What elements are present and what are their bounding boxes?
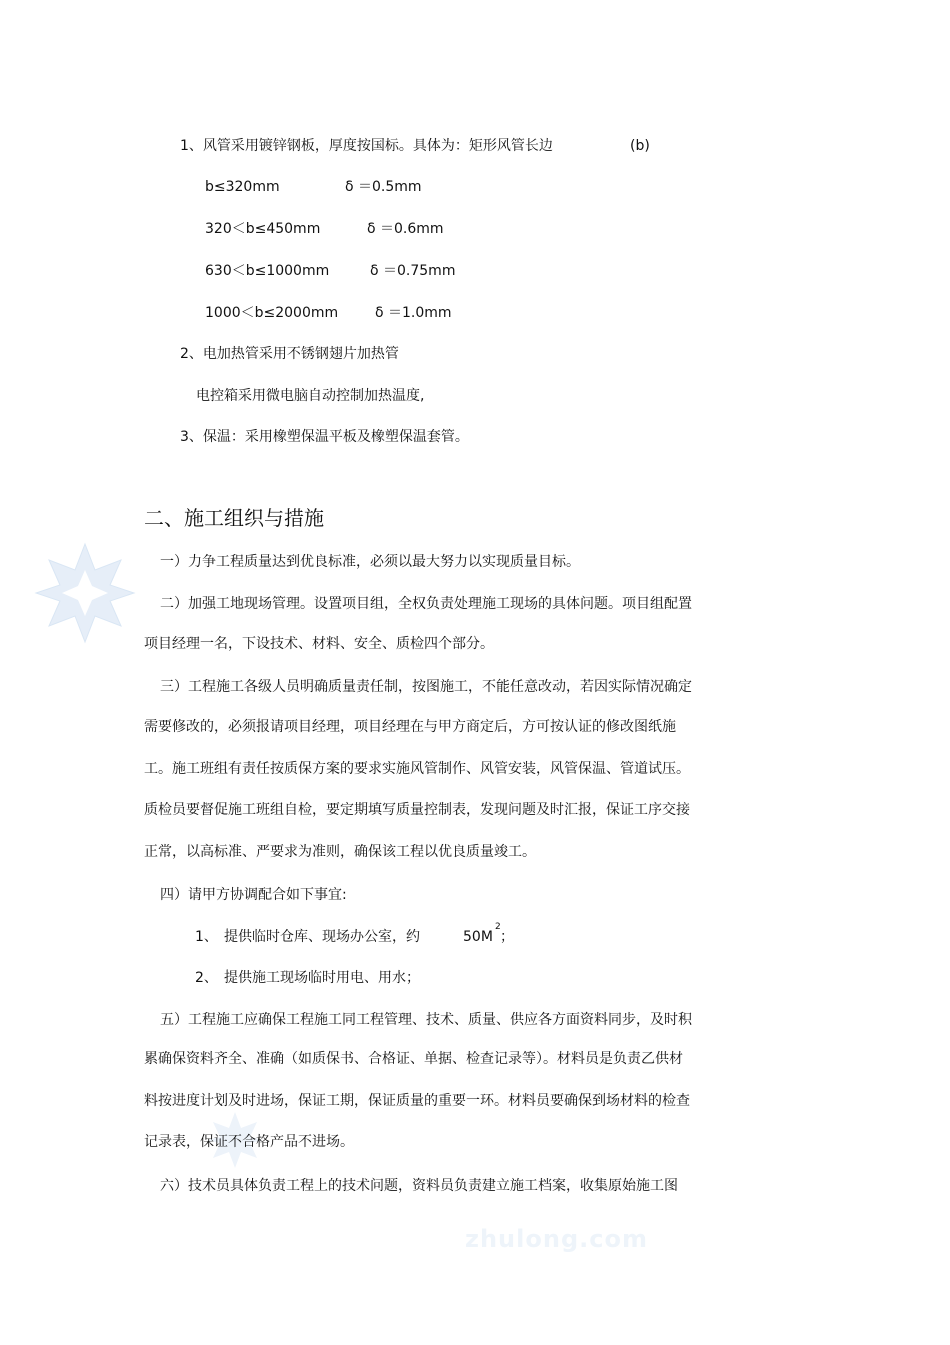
paragraph-2-line: 项目经理一名，下设技术、材料、安全、质检四个部分。 [144,636,494,652]
request-item-2-number: 2、 [195,970,218,986]
thickness-range: 1000＜b≤2000mm [205,305,339,321]
section-title: 二、施工组织与措施 [144,506,324,530]
paragraph-5-line: 记录表，保证不合格产品不进场。 [144,1134,354,1150]
paragraph-6: 六）技术员具体负责工程上的技术问题，资料员负责建立施工档案，收集原始施工图 [160,1178,678,1194]
thickness-delta: δ ＝0.6mm [367,221,444,237]
thickness-range: b≤320mm [205,179,280,195]
spec-item-2-sub: 电控箱采用微电脑自动控制加热温度, [196,388,425,404]
request-item-1-superscript: 2 [495,922,501,932]
paragraph-3-line: 三）工程施工各级人员明确质量责任制，按图施工，不能任意改动，若因实际情况确定 [160,679,692,695]
paragraph-5-line: 累确保资料齐全、准确（如质保书、合格证、单据、检查记录等）。材料员是负责乙供材 [144,1051,683,1067]
spec-item-1-b: (b) [630,138,650,154]
thickness-delta: δ ＝0.75mm [370,263,456,279]
paragraph-5-line: 五）工程施工应确保工程施工同工程管理、技术、质量、供应各方面资料同步，及时积 [160,1012,692,1028]
request-item-1-value: 50M [463,929,493,945]
paragraph-3-line: 质检员要督促施工班组自检，要定期填写质量控制表，发现问题及时汇报，保证工序交接 [144,802,690,818]
request-item-1-number: 1、 [195,929,218,945]
paragraph-2-line: 二）加强工地现场管理。设置项目组，全权负责处理施工现场的具体问题。项目组配置 [160,596,692,612]
spec-item-3: 3、保温：采用橡塑保温平板及橡塑保温套管。 [180,429,469,445]
paragraph-3-line: 正常，以高标准、严要求为准则，确保该工程以优良质量竣工。 [144,844,536,860]
paragraph-3-line: 需要修改的，必须报请项目经理，项目经理在与甲方商定后，方可按认证的修改图纸施 [144,719,676,735]
thickness-delta: δ ＝1.0mm [375,305,452,321]
paragraph-4: 四）请甲方协调配合如下事宜: [160,887,347,903]
paragraph-5-line: 料按进度计划及时进场，保证工期，保证质量的重要一环。材料员要确保到场材料的检查 [144,1093,690,1109]
request-item-2-text: 提供施工现场临时用电、用水； [224,970,420,986]
thickness-range: 320＜b≤450mm [205,221,321,237]
spec-item-1: 1、风管采用镀锌钢板，厚度按国标。具体为：矩形风管长边 [180,138,553,154]
thickness-range: 630＜b≤1000mm [205,263,330,279]
spec-item-2: 2、电加热管采用不锈钢翅片加热管 [180,346,399,362]
paragraph-1: 一）力争工程质量达到优良标准，必须以最大努力以实现质量目标。 [160,554,580,570]
paragraph-3-line: 工。施工班组有责任按质保方案的要求实施风管制作、风管安装，风管保温、管道试压。 [144,761,690,777]
thickness-delta: δ ＝0.5mm [345,179,422,195]
request-item-1-text: 提供临时仓库、现场办公室，约 [224,929,420,945]
request-item-1-end: ； [500,929,514,945]
watermark-text: zhulong.com [465,1225,648,1253]
watermark-logo-icon [32,540,138,646]
